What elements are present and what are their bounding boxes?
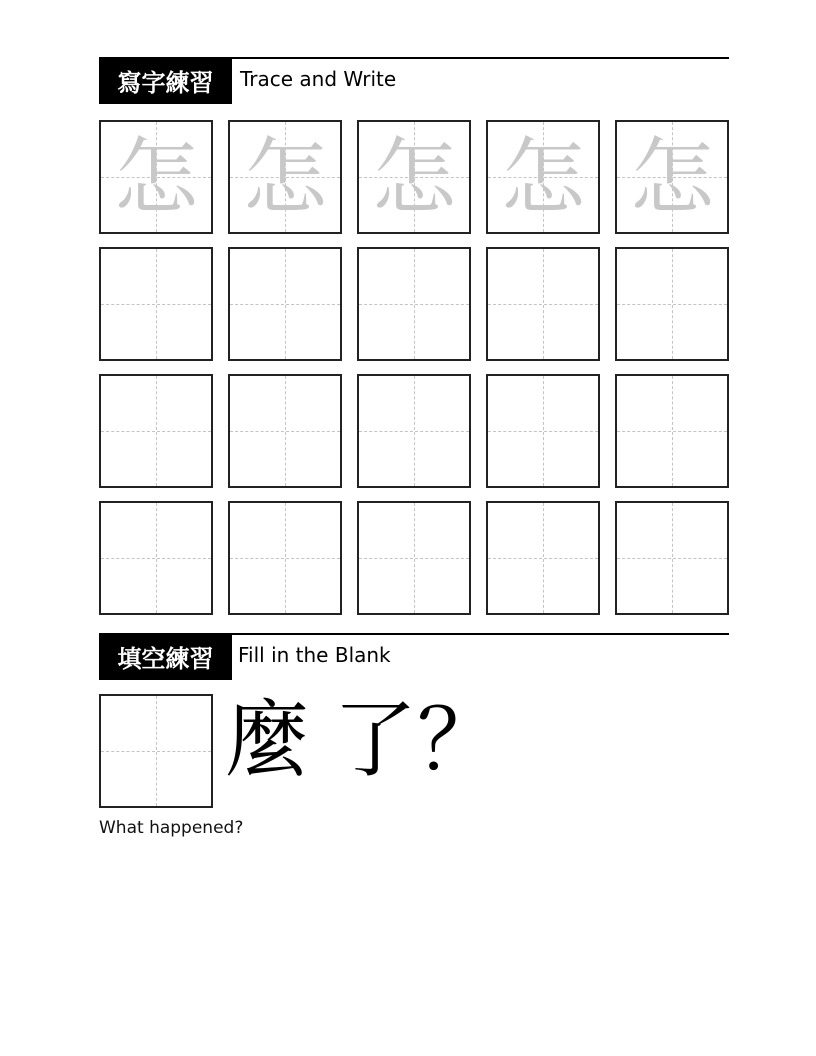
trace-cell[interactable] bbox=[486, 120, 600, 234]
trace-cell[interactable] bbox=[615, 120, 729, 234]
trace-character: 怎 bbox=[371, 128, 456, 226]
write-cell[interactable] bbox=[99, 501, 213, 615]
sentence-punctuation: ？ bbox=[417, 691, 502, 789]
trace-character: 怎 bbox=[500, 128, 585, 226]
trace-character: 怎 bbox=[242, 128, 327, 226]
guide-line-horizontal bbox=[488, 304, 598, 305]
guide-line-horizontal bbox=[101, 558, 211, 559]
trace-section-label-en: Trace and Write bbox=[240, 67, 397, 91]
write-cell[interactable] bbox=[99, 247, 213, 361]
trace-character: 怎 bbox=[113, 128, 198, 226]
guide-line-horizontal bbox=[101, 431, 211, 432]
guide-line-horizontal bbox=[617, 431, 727, 432]
write-cell[interactable] bbox=[357, 247, 471, 361]
guide-line-horizontal bbox=[230, 558, 340, 559]
write-cell[interactable] bbox=[615, 501, 729, 615]
guide-line-horizontal bbox=[101, 751, 211, 752]
write-cell[interactable] bbox=[615, 247, 729, 361]
sentence-character: 了 bbox=[333, 691, 418, 789]
guide-line-horizontal bbox=[488, 431, 598, 432]
fill-section-label-zh: 填空練習 bbox=[99, 633, 232, 680]
fill-section-label-en: Fill in the Blank bbox=[238, 643, 391, 667]
blank-answer-box[interactable] bbox=[99, 694, 213, 808]
guide-line-horizontal bbox=[230, 431, 340, 432]
write-cell[interactable] bbox=[99, 374, 213, 488]
guide-line-horizontal bbox=[101, 304, 211, 305]
write-cell[interactable] bbox=[228, 247, 342, 361]
guide-line-horizontal bbox=[230, 304, 340, 305]
fill-in-blank-row bbox=[99, 691, 729, 808]
write-cell[interactable] bbox=[228, 374, 342, 488]
write-cell[interactable] bbox=[357, 501, 471, 615]
trace-section-header bbox=[99, 57, 729, 104]
write-cell[interactable] bbox=[615, 374, 729, 488]
guide-line-horizontal bbox=[617, 304, 727, 305]
guide-line-horizontal bbox=[488, 558, 598, 559]
write-cell[interactable] bbox=[486, 501, 600, 615]
trace-cell[interactable] bbox=[99, 120, 213, 234]
guide-line-horizontal bbox=[359, 431, 469, 432]
fill-section-header bbox=[99, 633, 729, 680]
trace-cell[interactable] bbox=[357, 120, 471, 234]
write-cell[interactable] bbox=[357, 374, 471, 488]
fill-translation: What happened? bbox=[99, 818, 244, 838]
trace-cell[interactable] bbox=[228, 120, 342, 234]
write-cell[interactable] bbox=[486, 247, 600, 361]
trace-section-label-zh: 寫字練習 bbox=[99, 57, 232, 104]
write-cell[interactable] bbox=[228, 501, 342, 615]
trace-character: 怎 bbox=[629, 128, 714, 226]
write-cell[interactable] bbox=[486, 374, 600, 488]
guide-line-horizontal bbox=[617, 558, 727, 559]
sentence-character: 麼 bbox=[225, 691, 310, 789]
guide-line-horizontal bbox=[359, 558, 469, 559]
guide-line-horizontal bbox=[359, 304, 469, 305]
